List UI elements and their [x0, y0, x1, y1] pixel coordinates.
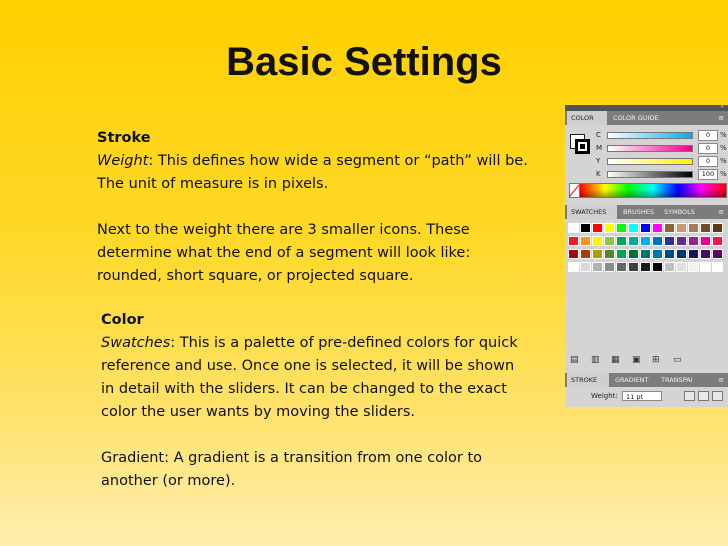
caps-line1: Next to the weight there are 3 smaller icons. These — [97, 222, 470, 238]
panel-collapse-bar[interactable]: » — [565, 105, 728, 111]
swatch-cell[interactable] — [640, 262, 651, 272]
swatches-panel-menu-icon[interactable]: ≡ — [718, 208, 724, 216]
swatches-toolbar — [565, 353, 728, 367]
color-heading: Color — [101, 312, 144, 328]
swatch-cell[interactable] — [568, 236, 579, 246]
swatch-cell[interactable] — [604, 249, 615, 259]
tab-gradient[interactable]: GRADIENT — [615, 376, 649, 384]
swatches-line3: in detail with the sliders. It can be changed to the exact — [101, 381, 507, 397]
tab-color-guide[interactable]: COLOR GUIDE — [613, 114, 659, 122]
yellow-bar[interactable] — [607, 158, 693, 165]
swatches-line4: color the user wants by moving the sliders. — [101, 404, 416, 420]
weight-field[interactable]: 11 pt — [622, 391, 662, 401]
illustrator-panels — [565, 105, 728, 407]
swatch-cell[interactable] — [712, 223, 723, 233]
stroke-panel-tabs — [565, 373, 728, 387]
swatch-cell[interactable] — [664, 236, 675, 246]
swatch-cell[interactable] — [652, 223, 663, 233]
color-text-block — [101, 309, 518, 493]
swatch-cell[interactable] — [712, 249, 723, 259]
swatch-cell[interactable] — [592, 223, 603, 233]
cyan-bar[interactable] — [607, 132, 693, 139]
weight-label: Weight: — [591, 392, 618, 400]
swatch-cell[interactable] — [664, 249, 675, 259]
swatch-cell[interactable] — [652, 262, 663, 272]
weight-desc-line2: The unit of measure is in pixels. — [97, 176, 329, 192]
swatches-term: Swatches — [101, 335, 171, 351]
tab-symbols[interactable]: SYMBOLS — [664, 208, 695, 216]
swatches-description — [101, 332, 518, 355]
swatch-cell[interactable] — [676, 262, 687, 272]
swatch-cell[interactable] — [652, 249, 663, 259]
swatch-cell[interactable] — [568, 262, 579, 272]
swatch-cell[interactable] — [700, 236, 711, 246]
color-panel-menu-icon[interactable]: ≡ — [718, 114, 724, 122]
slider-yellow[interactable]: Y 0 % — [596, 157, 727, 165]
swatch-cell[interactable] — [652, 236, 663, 246]
swatch-cell[interactable] — [712, 262, 723, 272]
swatches-line2: reference and use. Once one is selected, it will be shown — [101, 358, 515, 374]
swatch-cell[interactable] — [604, 236, 615, 246]
swatch-options-icon[interactable]: ▦ — [611, 355, 620, 365]
weight-desc-line1: : This defines how wide a segment or “path” will be. — [148, 153, 528, 169]
swatch-cell[interactable] — [628, 223, 639, 233]
new-color-group-icon[interactable]: ▣ — [632, 355, 641, 365]
stroke-heading: Stroke — [97, 130, 151, 146]
stroke-panel-body — [565, 387, 728, 407]
tab-color[interactable]: COLOR — [567, 111, 607, 125]
swatch-cell[interactable] — [664, 262, 675, 272]
swatch-cell[interactable] — [616, 249, 627, 259]
swatches-grid — [565, 219, 728, 349]
swatch-cell[interactable] — [712, 236, 723, 246]
swatch-cell[interactable] — [628, 236, 639, 246]
swatch-cell[interactable] — [640, 249, 651, 259]
swatches-line1: : This is a palette of pre-defined colors for quick — [170, 335, 518, 351]
swatch-cell[interactable] — [676, 223, 687, 233]
swatch-library-icon[interactable]: ▤ — [570, 355, 579, 365]
tab-stroke[interactable]: STROKE — [567, 373, 609, 387]
magenta-bar[interactable] — [607, 145, 693, 152]
swatch-cell[interactable] — [580, 236, 591, 246]
swatch-cell[interactable] — [640, 223, 651, 233]
swatch-cell[interactable] — [688, 236, 699, 246]
gradient-line1: Gradient: A gradient is a transition from one color to — [101, 450, 483, 466]
swatch-cell[interactable] — [700, 223, 711, 233]
weight-description — [97, 150, 528, 173]
swatch-cell[interactable] — [676, 249, 687, 259]
swatch-cell[interactable] — [604, 223, 615, 233]
swatch-cell[interactable] — [604, 262, 615, 272]
caps-line2: determine what the end of a segment will look like: — [97, 245, 471, 261]
tab-transparency[interactable]: TRANSPAI — [661, 376, 693, 384]
gradient-line2: another (or more). — [101, 473, 236, 489]
swatch-cell[interactable] — [580, 223, 591, 233]
butt-cap-button[interactable] — [684, 391, 695, 401]
swatch-cell[interactable] — [688, 262, 699, 272]
swatch-cell[interactable] — [616, 262, 627, 272]
slide-title: Basic Settings — [226, 40, 502, 84]
swatch-cell[interactable] — [628, 262, 639, 272]
swatch-cell[interactable] — [700, 249, 711, 259]
color-panel-tabs — [565, 111, 728, 125]
swatch-cell[interactable] — [568, 249, 579, 259]
swatch-cell[interactable] — [688, 223, 699, 233]
tab-swatches[interactable]: SWATCHES — [567, 205, 617, 219]
swatch-cell[interactable] — [592, 262, 603, 272]
swatch-cell[interactable] — [592, 249, 603, 259]
tab-brushes[interactable]: BRUSHES — [623, 208, 654, 216]
swatches-panel-tabs — [565, 205, 728, 219]
swatch-cell[interactable] — [700, 262, 711, 272]
stroke-panel-menu-icon[interactable]: ≡ — [718, 376, 724, 384]
swatch-cell[interactable] — [616, 236, 627, 246]
color-spectrum-bar[interactable] — [579, 183, 727, 198]
black-bar[interactable] — [607, 171, 693, 178]
swatch-cell[interactable] — [580, 262, 591, 272]
swatch-cell[interactable] — [592, 236, 603, 246]
slider-cyan[interactable]: C 0 % — [596, 131, 727, 139]
swatch-cell[interactable] — [580, 249, 591, 259]
slider-magenta[interactable]: M 0 % — [596, 144, 727, 152]
weight-term: Weight — [97, 153, 149, 169]
swatch-cell[interactable] — [664, 223, 675, 233]
caps-line3: rounded, short square, or projected square. — [97, 268, 414, 284]
swatch-cell[interactable] — [628, 249, 639, 259]
stroke-swatch[interactable] — [575, 139, 590, 154]
round-cap-button[interactable] — [698, 391, 709, 401]
stroke-text-block — [97, 127, 528, 288]
new-swatch-icon[interactable]: ⊞ — [652, 355, 660, 365]
projecting-cap-button[interactable] — [712, 391, 723, 401]
swatch-cell[interactable] — [568, 223, 579, 233]
swatch-cell[interactable] — [616, 223, 627, 233]
swatch-cell[interactable] — [688, 249, 699, 259]
slider-black[interactable]: K 100 % — [596, 170, 727, 178]
delete-swatch-icon[interactable]: ▭ — [673, 355, 682, 365]
show-kinds-icon[interactable]: ▥ — [591, 355, 600, 365]
swatch-cell[interactable] — [640, 236, 651, 246]
swatch-cell[interactable] — [676, 236, 687, 246]
color-panel-body — [565, 125, 728, 199]
